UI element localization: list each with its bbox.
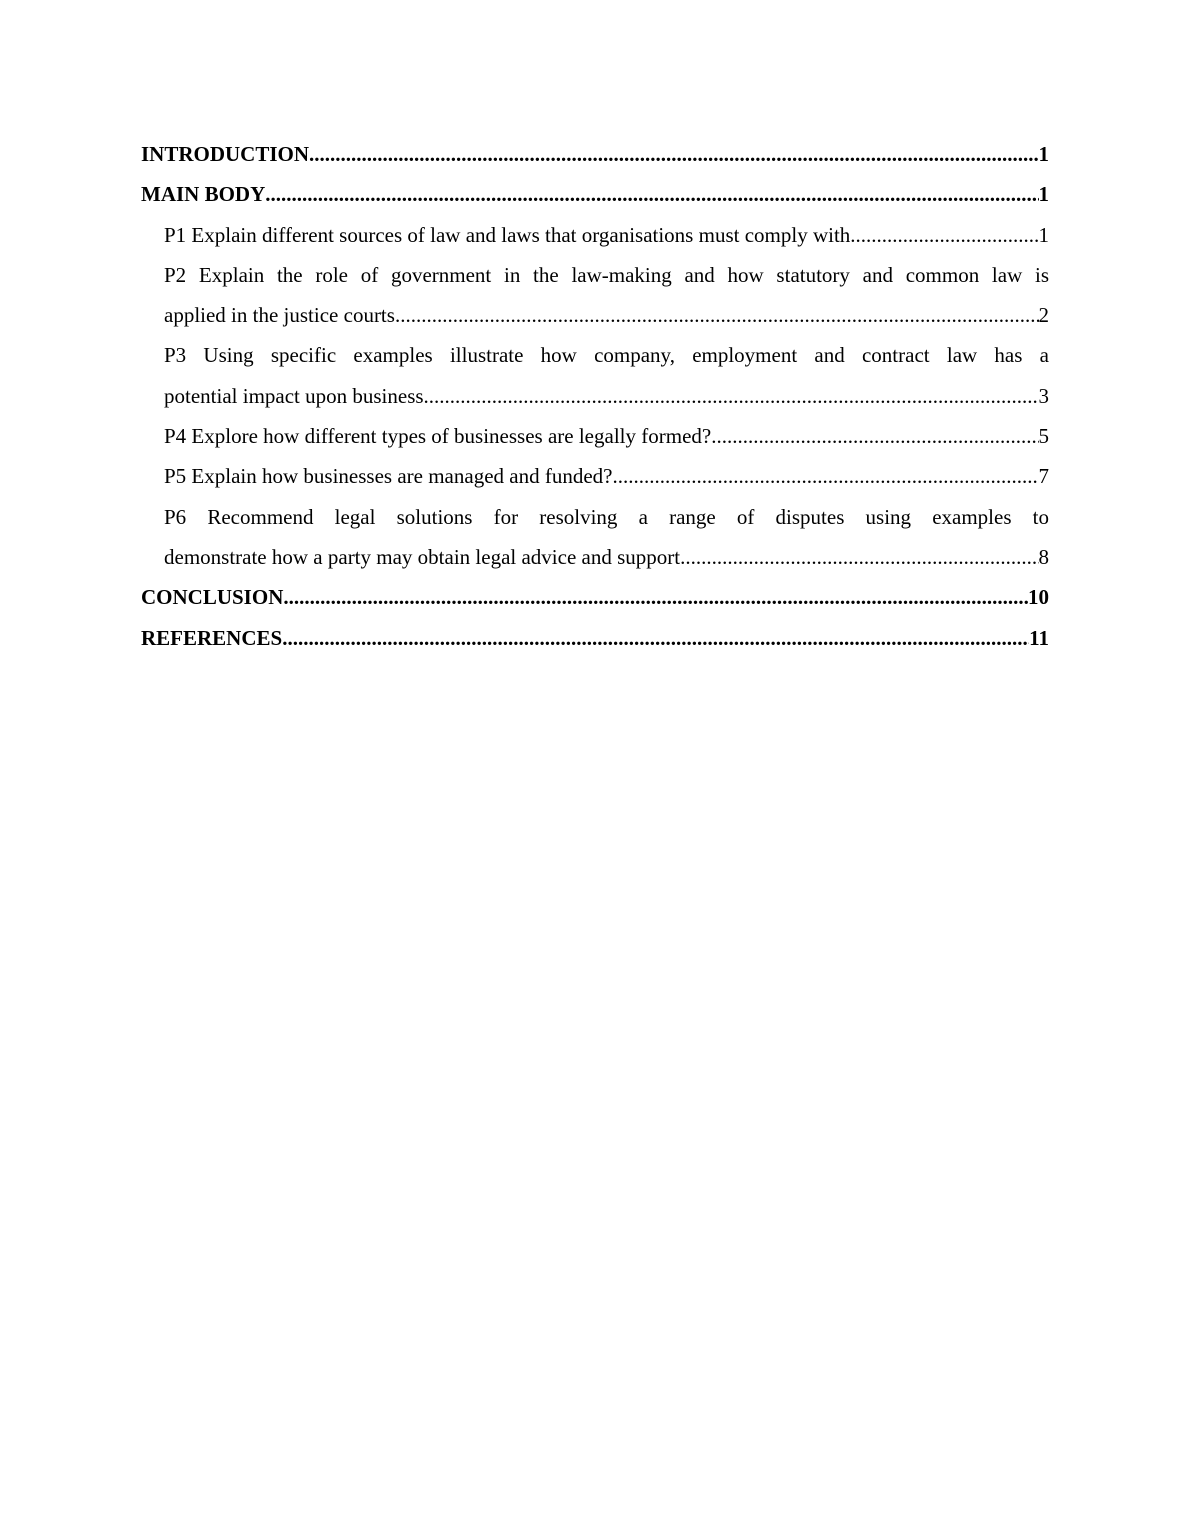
toc-entry-final-line [141, 134, 1049, 174]
toc-dot-leader [680, 537, 1038, 577]
toc-entry-final-line [164, 215, 1049, 255]
toc-page-number: 5 [1038, 424, 1049, 449]
toc-page-number: 7 [1038, 464, 1049, 489]
toc-entry[interactable] [141, 456, 1049, 496]
toc-entry[interactable] [141, 335, 1049, 416]
toc-entry-line: P6 Recommend legal solutions for resolving a range of disputes using examples to [164, 504, 1049, 529]
toc-entry-title: REFERENCES [141, 625, 283, 650]
toc-page-number: 1 [1038, 182, 1049, 207]
toc-page-number: 2 [1038, 303, 1049, 328]
toc-entry-title: demonstrate how a party may obtain legal advice and support [164, 544, 681, 569]
toc-dot-leader [395, 295, 1039, 335]
toc-entry-title: P1 Explain different sources of law and laws that organisations must comply with. [164, 222, 856, 247]
toc-entry-final-line [164, 537, 1049, 577]
toc-page-number: 10 [1028, 585, 1049, 610]
toc-dot-leader [612, 456, 1038, 496]
toc-entry-final-line [164, 295, 1049, 335]
toc-dot-leader [265, 174, 1038, 214]
toc-entry[interactable] [141, 497, 1049, 578]
toc-entry-title: P4 Explore how different types of businesses are legally formed? [164, 424, 712, 449]
toc-dot-leader [856, 215, 1039, 255]
toc-entry-final-line [164, 456, 1049, 496]
toc-entry[interactable] [141, 255, 1049, 336]
toc-dot-leader [309, 134, 1038, 174]
toc-page-number: 11 [1029, 625, 1049, 650]
toc-entry-title: potential impact upon business [164, 383, 424, 408]
toc-entry-final-line [141, 577, 1049, 617]
toc-entry-final-line [164, 416, 1049, 456]
toc-entry-final-line [141, 618, 1049, 658]
toc-entry[interactable] [141, 134, 1049, 174]
toc-dot-leader [424, 376, 1039, 416]
toc-page-number: 8 [1038, 544, 1049, 569]
toc-entry-line: P3 Using specific examples illustrate how company, employment and contract law has a [164, 343, 1049, 368]
toc-entry[interactable] [141, 618, 1049, 658]
toc-entry-title: MAIN BODY [141, 182, 266, 207]
toc-dot-leader [283, 577, 1028, 617]
toc-entry-line: P2 Explain the role of government in the law-making and how statutory and common law is [164, 262, 1049, 287]
toc-page-number: 1 [1038, 142, 1049, 166]
toc-entry-title: INTRODUCTION [141, 142, 310, 166]
toc-entry[interactable] [141, 215, 1049, 255]
toc-dot-leader [282, 618, 1029, 658]
toc-page-number: 1 [1038, 222, 1049, 247]
toc-page-number: 3 [1038, 383, 1049, 408]
toc-entry-title: applied in the justice courts [164, 303, 395, 328]
toc-entry[interactable] [141, 416, 1049, 456]
toc-entry[interactable] [141, 577, 1049, 617]
toc-entry-final-line [141, 174, 1049, 214]
table-of-contents [141, 134, 1049, 658]
toc-entry-final-line [164, 376, 1049, 416]
toc-entry-title: P5 Explain how businesses are managed and funded? [164, 464, 613, 489]
toc-entry[interactable] [141, 174, 1049, 214]
toc-dot-leader [711, 416, 1038, 456]
toc-entry-title: CONCLUSION [141, 585, 284, 610]
